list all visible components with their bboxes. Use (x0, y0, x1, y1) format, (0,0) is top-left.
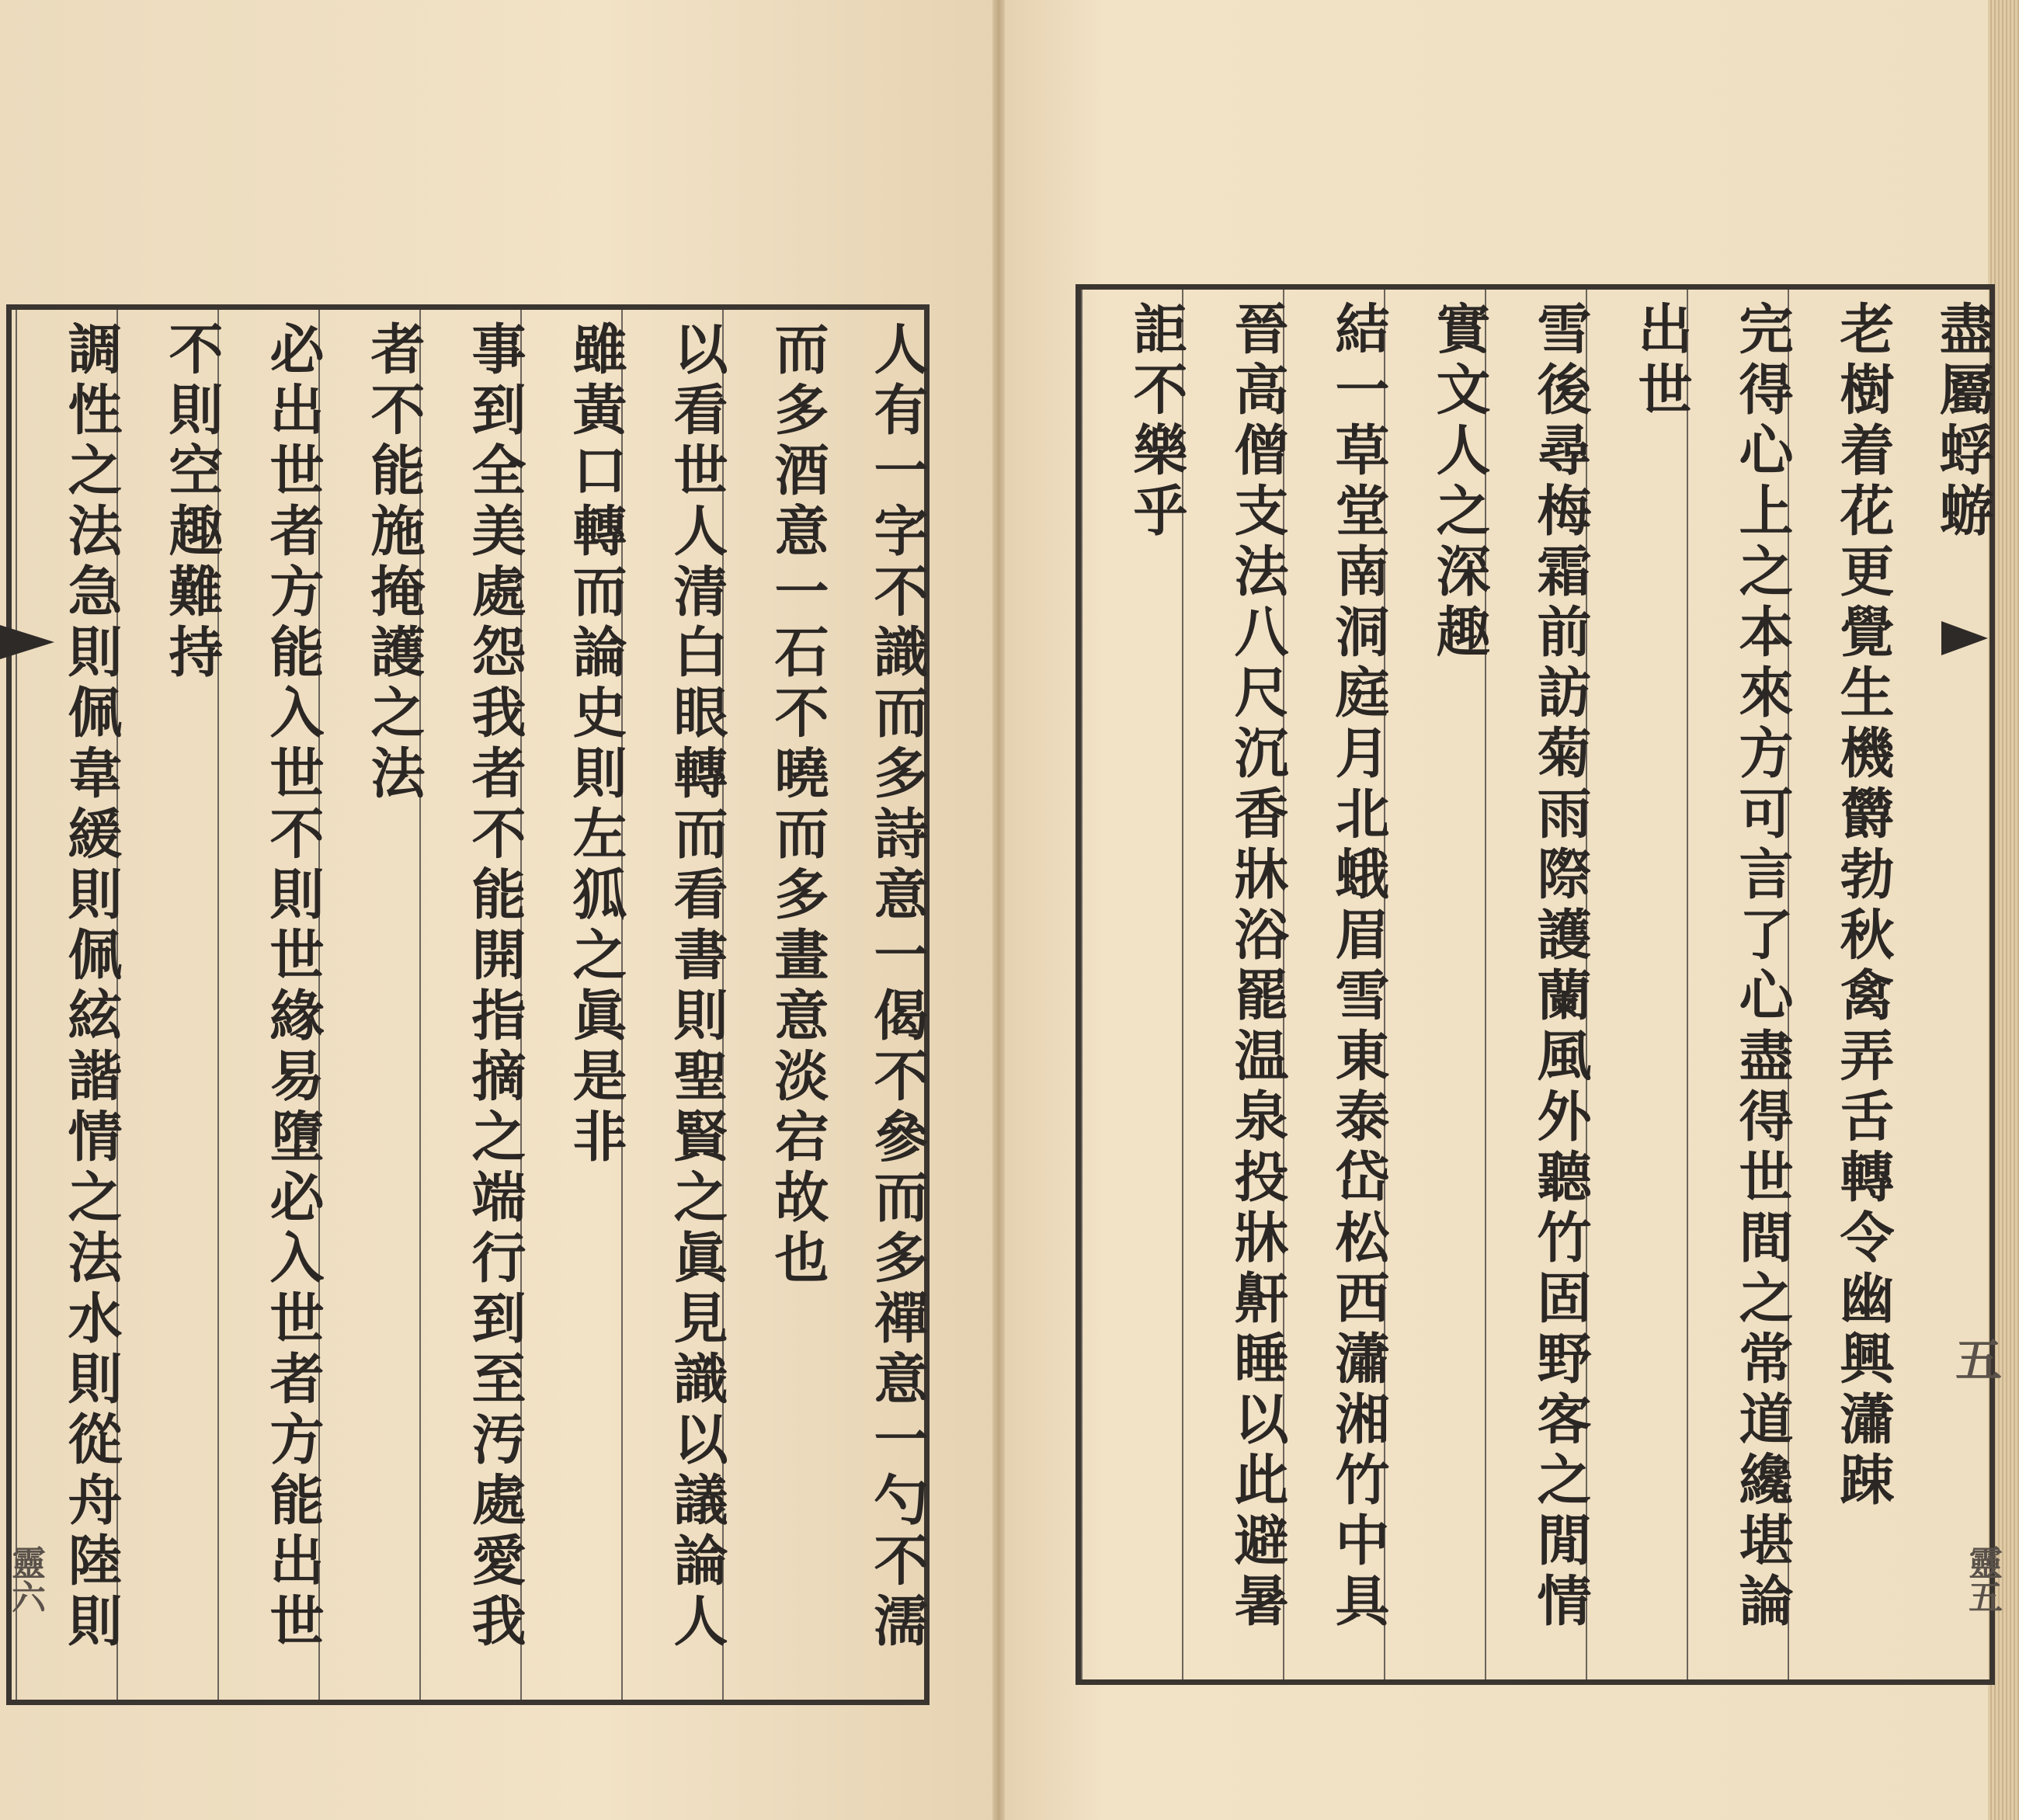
text-column (1586, 290, 1694, 1679)
text-column (1788, 290, 1896, 1679)
column-text: 調性之法急則佩韋緩則佩絃諧情之法水則從舟陸則 (59, 321, 123, 1653)
column-text: 結一草堂南洞庭月北蛾眉雪東泰岱松西瀟湘竹中具 (1326, 300, 1391, 1633)
right-text-frame (1076, 284, 1995, 1685)
text-column (1687, 290, 1795, 1679)
text-column (1081, 290, 1189, 1679)
left-text-frame (6, 304, 930, 1705)
text-column (621, 310, 729, 1700)
column-text: 雖黃口轉而論史則左狐之眞是非 (564, 321, 628, 1169)
column-text: 雪後尋梅霜前訪菊雨際護蘭風外聽竹固野客之閒情 (1528, 300, 1593, 1633)
text-column (419, 310, 527, 1700)
text-column (217, 310, 325, 1700)
text-column (116, 310, 224, 1700)
text-column (1889, 290, 1995, 1679)
column-text: 必出世者方能入世不則世緣易墮必入世者方能出世 (261, 321, 325, 1653)
fishtail-mark-icon (1941, 621, 1988, 655)
column-text: 出世 (1629, 300, 1694, 422)
column-text: 人有一字不識而多詩意一偈不參而多禪意一勺不濡 (865, 321, 930, 1653)
column-text: 詎不樂乎 (1124, 300, 1189, 543)
text-column (1384, 290, 1492, 1679)
text-column (520, 310, 628, 1700)
column-text: 實文人之深趣 (1427, 300, 1492, 664)
column-text: 而多酒意一石不曉而多畫意淡宕故也 (766, 321, 830, 1290)
column-text: 老樹着花更覺生機欝勃秋禽弄舌轉令幽興瀟踈 (1831, 300, 1896, 1512)
folio-number: 五 (1948, 1335, 2002, 1382)
folio-label: 靈六 (5, 1545, 45, 1613)
text-column (1182, 290, 1290, 1679)
text-column (318, 310, 426, 1700)
column-text: 完得心上之本來方可言了心盡得世間之常道纔堪論 (1730, 300, 1795, 1633)
text-column (823, 310, 930, 1700)
column-text: 盡屬蜉蝣 (1930, 300, 1995, 543)
column-text: 以看世人清白眼轉而看書則聖賢之眞見識以議論人 (665, 321, 729, 1653)
text-column (16, 310, 123, 1700)
text-column (1283, 290, 1391, 1679)
column-text: 者不能施掩護之法 (362, 321, 426, 805)
fishtail-mark-icon (0, 625, 54, 659)
book-gutter (992, 0, 1005, 1820)
text-column (1485, 290, 1593, 1679)
text-column (722, 310, 830, 1700)
folio-label: 靈五 (1962, 1545, 2002, 1613)
column-text: 事到全美處怨我者不能開指摘之端行到至汚處愛我 (463, 321, 527, 1653)
column-text: 晉高僧支法八尺沉香牀浴罷温泉投牀鼾睡以此避暑 (1225, 300, 1290, 1633)
column-text: 不則空趣難持 (160, 321, 224, 684)
